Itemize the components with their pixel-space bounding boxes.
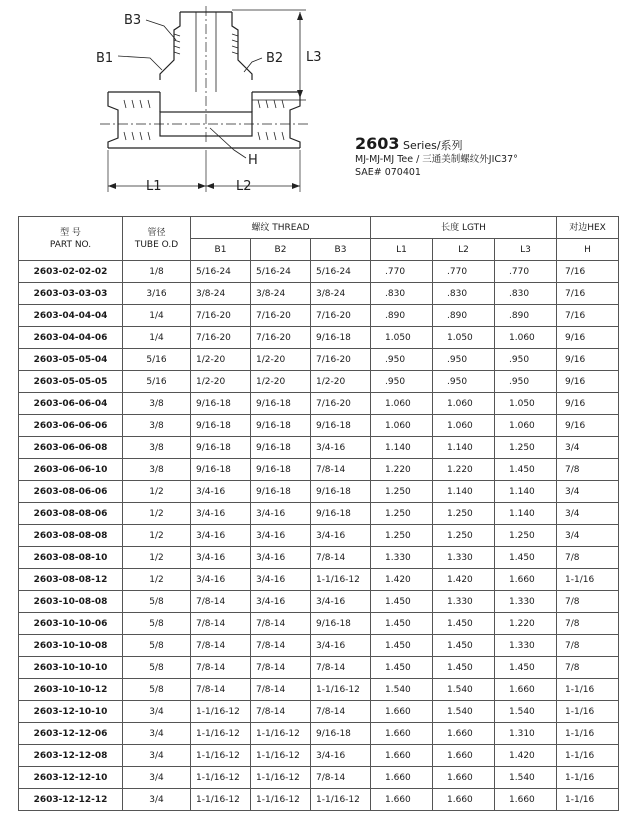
- cell-l2: 1.540: [433, 701, 495, 723]
- cell-b3: 3/4-16: [311, 437, 371, 459]
- cell-part-no: 2603-05-05-05: [19, 371, 123, 393]
- header-l1: L1: [371, 239, 433, 261]
- cell-l2: 1.660: [433, 745, 495, 767]
- table-row: [19, 767, 619, 789]
- cell-b1: 9/16-18: [191, 393, 251, 415]
- cell-l2: 1.420: [433, 569, 495, 591]
- cell-b1: 1/2-20: [191, 371, 251, 393]
- cell-hex: 1-1/16: [557, 745, 619, 767]
- cell-l3: 1.140: [495, 503, 557, 525]
- cell-b2: 9/16-18: [251, 415, 311, 437]
- cell-hex: 7/8: [557, 591, 619, 613]
- cell-l2: 1.140: [433, 481, 495, 503]
- cell-tube-od: 3/16: [123, 283, 191, 305]
- cell-l2: 1.140: [433, 437, 495, 459]
- cell-b1: 1-1/16-12: [191, 701, 251, 723]
- header-hex: 对边HEX: [557, 217, 619, 239]
- header-b2: B2: [251, 239, 311, 261]
- cell-part-no: 2603-10-10-10: [19, 657, 123, 679]
- cell-tube-od: 1/4: [123, 305, 191, 327]
- cell-b3: 3/4-16: [311, 525, 371, 547]
- cell-l3: 1.250: [495, 437, 557, 459]
- cell-hex: 9/16: [557, 327, 619, 349]
- cell-part-no: 2603-05-05-04: [19, 349, 123, 371]
- cell-tube-od: 3/4: [123, 745, 191, 767]
- header-b1: B1: [191, 239, 251, 261]
- series-title: [355, 134, 625, 153]
- cell-b1: 3/4-16: [191, 481, 251, 503]
- cell-part-no: 2603-10-10-08: [19, 635, 123, 657]
- label-l3: L3: [306, 50, 322, 65]
- cell-l1: 1.250: [371, 525, 433, 547]
- cell-b1: 7/16-20: [191, 305, 251, 327]
- cell-hex: 9/16: [557, 349, 619, 371]
- cell-l2: 1.660: [433, 767, 495, 789]
- cell-tube-od: 5/8: [123, 591, 191, 613]
- cell-hex: 7/16: [557, 283, 619, 305]
- cell-b1: 3/4-16: [191, 569, 251, 591]
- cell-tube-od: 1/2: [123, 569, 191, 591]
- cell-hex: 7/8: [557, 547, 619, 569]
- table-row: [19, 393, 619, 415]
- cell-hex: 9/16: [557, 393, 619, 415]
- cell-hex: 1-1/16: [557, 569, 619, 591]
- table-row: [19, 591, 619, 613]
- cell-part-no: 2603-08-08-10: [19, 547, 123, 569]
- cell-tube-od: 1/8: [123, 261, 191, 283]
- table-row: [19, 635, 619, 657]
- cell-part-no: 2603-08-08-08: [19, 525, 123, 547]
- table-row: [19, 547, 619, 569]
- cell-b1: 7/8-14: [191, 679, 251, 701]
- cell-hex: 3/4: [557, 525, 619, 547]
- header-part-no: [19, 217, 123, 261]
- cell-b2: 1-1/16-12: [251, 789, 311, 811]
- cell-tube-od: 5/16: [123, 371, 191, 393]
- cell-part-no: 2603-06-06-04: [19, 393, 123, 415]
- cell-l3: 1.330: [495, 591, 557, 613]
- cell-l3: .950: [495, 349, 557, 371]
- cell-l3: 1.330: [495, 635, 557, 657]
- cell-l1: 1.450: [371, 591, 433, 613]
- cell-b1: 9/16-18: [191, 415, 251, 437]
- table-row: [19, 283, 619, 305]
- cell-tube-od: 3/8: [123, 437, 191, 459]
- cell-b3: 9/16-18: [311, 723, 371, 745]
- cell-b3: 5/16-24: [311, 261, 371, 283]
- header-part-cn: 型 号: [60, 227, 81, 238]
- cell-hex: 1-1/16: [557, 767, 619, 789]
- cell-hex: 7/8: [557, 459, 619, 481]
- cell-l1: .950: [371, 371, 433, 393]
- cell-b2: 3/4-16: [251, 525, 311, 547]
- cell-hex: 3/4: [557, 503, 619, 525]
- table-row: [19, 701, 619, 723]
- table-row: [19, 327, 619, 349]
- cell-l1: 1.540: [371, 679, 433, 701]
- label-b3: B3: [124, 13, 142, 28]
- cell-hex: 1-1/16: [557, 679, 619, 701]
- cell-l3: 1.060: [495, 327, 557, 349]
- cell-l3: 1.450: [495, 459, 557, 481]
- table-row: [19, 657, 619, 679]
- cell-hex: 7/8: [557, 657, 619, 679]
- cell-l2: 1.250: [433, 503, 495, 525]
- cell-l1: 1.060: [371, 415, 433, 437]
- header-l2: L2: [433, 239, 495, 261]
- table-row: [19, 789, 619, 811]
- cell-l1: 1.220: [371, 459, 433, 481]
- cell-b2: 7/8-14: [251, 657, 311, 679]
- cell-b2: 5/16-24: [251, 261, 311, 283]
- cell-part-no: 2603-06-06-06: [19, 415, 123, 437]
- cell-part-no: 2603-08-08-06: [19, 503, 123, 525]
- cell-b3: 7/8-14: [311, 547, 371, 569]
- spec-table-body: [19, 261, 619, 811]
- cell-b2: 1-1/16-12: [251, 723, 311, 745]
- cell-b3: 3/4-16: [311, 635, 371, 657]
- cell-b3: 7/16-20: [311, 349, 371, 371]
- cell-tube-od: 3/4: [123, 723, 191, 745]
- cell-b2: 3/8-24: [251, 283, 311, 305]
- label-l2: L2: [236, 179, 252, 194]
- header-b3: B3: [311, 239, 371, 261]
- cell-part-no: 2603-04-04-04: [19, 305, 123, 327]
- series-description: MJ-MJ-MJ Tee / 三通美制螺纹外JIC37°: [355, 154, 518, 165]
- cell-l2: 1.330: [433, 547, 495, 569]
- cell-tube-od: 3/8: [123, 415, 191, 437]
- table-row: [19, 261, 619, 283]
- cell-tube-od: 1/2: [123, 547, 191, 569]
- cell-hex: 7/8: [557, 635, 619, 657]
- cell-b3: 7/8-14: [311, 657, 371, 679]
- cell-b3: 9/16-18: [311, 613, 371, 635]
- cell-l2: 1.220: [433, 459, 495, 481]
- cell-tube-od: 1/2: [123, 525, 191, 547]
- cell-tube-od: 3/4: [123, 789, 191, 811]
- cell-part-no: 2603-02-02-02: [19, 261, 123, 283]
- cell-b2: 9/16-18: [251, 459, 311, 481]
- cell-b2: 7/8-14: [251, 635, 311, 657]
- header-tube-en: TUBE O.D: [134, 239, 179, 250]
- cell-l3: .830: [495, 283, 557, 305]
- cell-b3: 9/16-18: [311, 503, 371, 525]
- cell-part-no: 2603-10-08-08: [19, 591, 123, 613]
- cell-b2: 9/16-18: [251, 481, 311, 503]
- cell-b2: 3/4-16: [251, 503, 311, 525]
- cell-b1: 1-1/16-12: [191, 789, 251, 811]
- cell-b3: 7/8-14: [311, 701, 371, 723]
- cell-b1: 9/16-18: [191, 459, 251, 481]
- cell-l3: 1.540: [495, 701, 557, 723]
- cell-l1: .770: [371, 261, 433, 283]
- cell-l2: 1.060: [433, 393, 495, 415]
- cell-l3: 1.450: [495, 547, 557, 569]
- cell-l1: 1.660: [371, 789, 433, 811]
- cell-b3: 1/2-20: [311, 371, 371, 393]
- cell-b3: 9/16-18: [311, 327, 371, 349]
- cell-b2: 3/4-16: [251, 591, 311, 613]
- cell-b3: 3/4-16: [311, 591, 371, 613]
- cell-l1: 1.330: [371, 547, 433, 569]
- cell-b2: 7/8-14: [251, 701, 311, 723]
- cell-l3: 1.220: [495, 613, 557, 635]
- cell-l3: 1.450: [495, 657, 557, 679]
- cell-tube-od: 3/4: [123, 701, 191, 723]
- table-row: [19, 481, 619, 503]
- cell-b3: 1-1/16-12: [311, 679, 371, 701]
- table-row: [19, 745, 619, 767]
- cell-l3: 1.060: [495, 415, 557, 437]
- header-part-en: PART NO.: [49, 239, 92, 250]
- cell-part-no: 2603-06-06-08: [19, 437, 123, 459]
- cell-b3: 1-1/16-12: [311, 569, 371, 591]
- cell-l2: 1.050: [433, 327, 495, 349]
- spec-table: [18, 216, 619, 811]
- cell-l1: 1.450: [371, 635, 433, 657]
- cell-l2: 1.540: [433, 679, 495, 701]
- cell-b3: 3/4-16: [311, 745, 371, 767]
- cell-l2: 1.250: [433, 525, 495, 547]
- cell-b2: 1-1/16-12: [251, 767, 311, 789]
- cell-l1: 1.450: [371, 613, 433, 635]
- cell-b2: 1-1/16-12: [251, 745, 311, 767]
- cell-l3: 1.140: [495, 481, 557, 503]
- cell-l2: .830: [433, 283, 495, 305]
- cell-l1: 1.660: [371, 723, 433, 745]
- table-row: [19, 569, 619, 591]
- cell-tube-od: 1/2: [123, 481, 191, 503]
- cell-l2: 1.450: [433, 635, 495, 657]
- cell-l3: 1.660: [495, 679, 557, 701]
- cell-hex: 3/4: [557, 437, 619, 459]
- cell-b2: 9/16-18: [251, 437, 311, 459]
- cell-l3: .890: [495, 305, 557, 327]
- cell-tube-od: 1/2: [123, 503, 191, 525]
- cell-b1: 1/2-20: [191, 349, 251, 371]
- cell-l1: .830: [371, 283, 433, 305]
- cell-b3: 7/16-20: [311, 305, 371, 327]
- series-suffix: Series/系列: [399, 139, 463, 152]
- table-row: [19, 371, 619, 393]
- cell-l3: .950: [495, 371, 557, 393]
- cell-b1: 7/16-20: [191, 327, 251, 349]
- table-row: [19, 415, 619, 437]
- cell-l2: 1.060: [433, 415, 495, 437]
- cell-b2: 7/16-20: [251, 327, 311, 349]
- cell-hex: 1-1/16: [557, 701, 619, 723]
- cell-b1: 1-1/16-12: [191, 767, 251, 789]
- cell-part-no: 2603-03-03-03: [19, 283, 123, 305]
- cell-tube-od: 5/8: [123, 613, 191, 635]
- cell-b1: 7/8-14: [191, 591, 251, 613]
- cell-part-no: 2603-10-10-12: [19, 679, 123, 701]
- cell-l2: .890: [433, 305, 495, 327]
- cell-l1: .950: [371, 349, 433, 371]
- cell-hex: 9/16: [557, 371, 619, 393]
- cell-tube-od: 3/8: [123, 459, 191, 481]
- header-h: H: [557, 239, 619, 261]
- cell-l2: 1.660: [433, 789, 495, 811]
- cell-b2: 9/16-18: [251, 393, 311, 415]
- series-number: 2603: [355, 134, 400, 153]
- cell-l1: .890: [371, 305, 433, 327]
- cell-b1: 7/8-14: [191, 613, 251, 635]
- cell-l3: 1.540: [495, 767, 557, 789]
- cell-hex: 7/8: [557, 613, 619, 635]
- cell-l1: 1.660: [371, 701, 433, 723]
- cell-part-no: 2603-06-06-10: [19, 459, 123, 481]
- cell-b3: 7/16-20: [311, 393, 371, 415]
- cell-l2: 1.450: [433, 613, 495, 635]
- cell-b1: 3/4-16: [191, 547, 251, 569]
- cell-l3: 1.250: [495, 525, 557, 547]
- cell-b1: 9/16-18: [191, 437, 251, 459]
- cell-tube-od: 3/8: [123, 393, 191, 415]
- cell-tube-od: 3/4: [123, 767, 191, 789]
- table-row: [19, 459, 619, 481]
- cell-hex: 7/16: [557, 261, 619, 283]
- cell-b2: 7/16-20: [251, 305, 311, 327]
- header-tube: [123, 217, 191, 261]
- cell-l1: 1.060: [371, 393, 433, 415]
- cell-l2: .950: [433, 349, 495, 371]
- cell-l3: 1.420: [495, 745, 557, 767]
- cell-hex: 3/4: [557, 481, 619, 503]
- cell-tube-od: 5/8: [123, 635, 191, 657]
- cell-hex: 1-1/16: [557, 789, 619, 811]
- cell-part-no: 2603-08-08-12: [19, 569, 123, 591]
- cell-b1: 1-1/16-12: [191, 723, 251, 745]
- tee-fitting-drawing: [0, 0, 340, 205]
- cell-l3: 1.310: [495, 723, 557, 745]
- cell-part-no: 2603-12-12-12: [19, 789, 123, 811]
- cell-l1: 1.140: [371, 437, 433, 459]
- cell-hex: 7/16: [557, 305, 619, 327]
- label-b2: B2: [266, 51, 284, 66]
- cell-l2: .770: [433, 261, 495, 283]
- cell-b2: 3/4-16: [251, 547, 311, 569]
- cell-b1: 7/8-14: [191, 635, 251, 657]
- table-row: [19, 525, 619, 547]
- cell-part-no: 2603-12-12-10: [19, 767, 123, 789]
- cell-l2: 1.660: [433, 723, 495, 745]
- cell-b2: 1/2-20: [251, 371, 311, 393]
- cell-tube-od: 5/16: [123, 349, 191, 371]
- cell-l1: 1.450: [371, 657, 433, 679]
- table-row: [19, 305, 619, 327]
- cell-tube-od: 5/8: [123, 679, 191, 701]
- sae-number: SAE# 070401: [355, 167, 421, 178]
- cell-l2: 1.330: [433, 591, 495, 613]
- series-info: [355, 134, 625, 179]
- cell-part-no: 2603-10-10-06: [19, 613, 123, 635]
- cell-b3: 7/8-14: [311, 767, 371, 789]
- cell-b1: 1-1/16-12: [191, 745, 251, 767]
- cell-l3: 1.660: [495, 569, 557, 591]
- cell-b1: 5/16-24: [191, 261, 251, 283]
- cell-part-no: 2603-04-04-06: [19, 327, 123, 349]
- cell-b2: 7/8-14: [251, 679, 311, 701]
- cell-l1: 1.660: [371, 767, 433, 789]
- cell-b2: 7/8-14: [251, 613, 311, 635]
- cell-b3: 9/16-18: [311, 481, 371, 503]
- table-row: [19, 723, 619, 745]
- cell-l2: .950: [433, 371, 495, 393]
- cell-b1: 7/8-14: [191, 657, 251, 679]
- cell-l1: 1.660: [371, 745, 433, 767]
- label-h: H: [248, 153, 258, 168]
- cell-hex: 9/16: [557, 415, 619, 437]
- header-l3: L3: [495, 239, 557, 261]
- cell-part-no: 2603-12-10-10: [19, 701, 123, 723]
- cell-b3: 3/8-24: [311, 283, 371, 305]
- header-tube-cn: 管径: [147, 227, 166, 238]
- cell-b2: 1/2-20: [251, 349, 311, 371]
- table-row: [19, 679, 619, 701]
- cell-b1: 3/4-16: [191, 525, 251, 547]
- cell-l1: 1.250: [371, 503, 433, 525]
- table-row: [19, 613, 619, 635]
- cell-b3: 1-1/16-12: [311, 789, 371, 811]
- cell-hex: 1-1/16: [557, 723, 619, 745]
- cell-l3: 1.050: [495, 393, 557, 415]
- cell-l1: 1.050: [371, 327, 433, 349]
- label-l1: L1: [146, 179, 162, 194]
- cell-l3: .770: [495, 261, 557, 283]
- cell-part-no: 2603-12-12-08: [19, 745, 123, 767]
- cell-part-no: 2603-08-06-06: [19, 481, 123, 503]
- cell-l1: 1.250: [371, 481, 433, 503]
- cell-l1: 1.420: [371, 569, 433, 591]
- table-row: [19, 503, 619, 525]
- table-row: [19, 437, 619, 459]
- header-thread: 螺纹 THREAD: [191, 217, 371, 239]
- table-row: [19, 349, 619, 371]
- cell-tube-od: 5/8: [123, 657, 191, 679]
- cell-b1: 3/8-24: [191, 283, 251, 305]
- label-b1: B1: [96, 51, 114, 66]
- cell-part-no: 2603-12-12-06: [19, 723, 123, 745]
- cell-b1: 3/4-16: [191, 503, 251, 525]
- cell-b3: 9/16-18: [311, 415, 371, 437]
- header-length: 长度 LGTH: [371, 217, 557, 239]
- cell-b3: 7/8-14: [311, 459, 371, 481]
- cell-b2: 3/4-16: [251, 569, 311, 591]
- cell-tube-od: 1/4: [123, 327, 191, 349]
- cell-l2: 1.450: [433, 657, 495, 679]
- cell-l3: 1.660: [495, 789, 557, 811]
